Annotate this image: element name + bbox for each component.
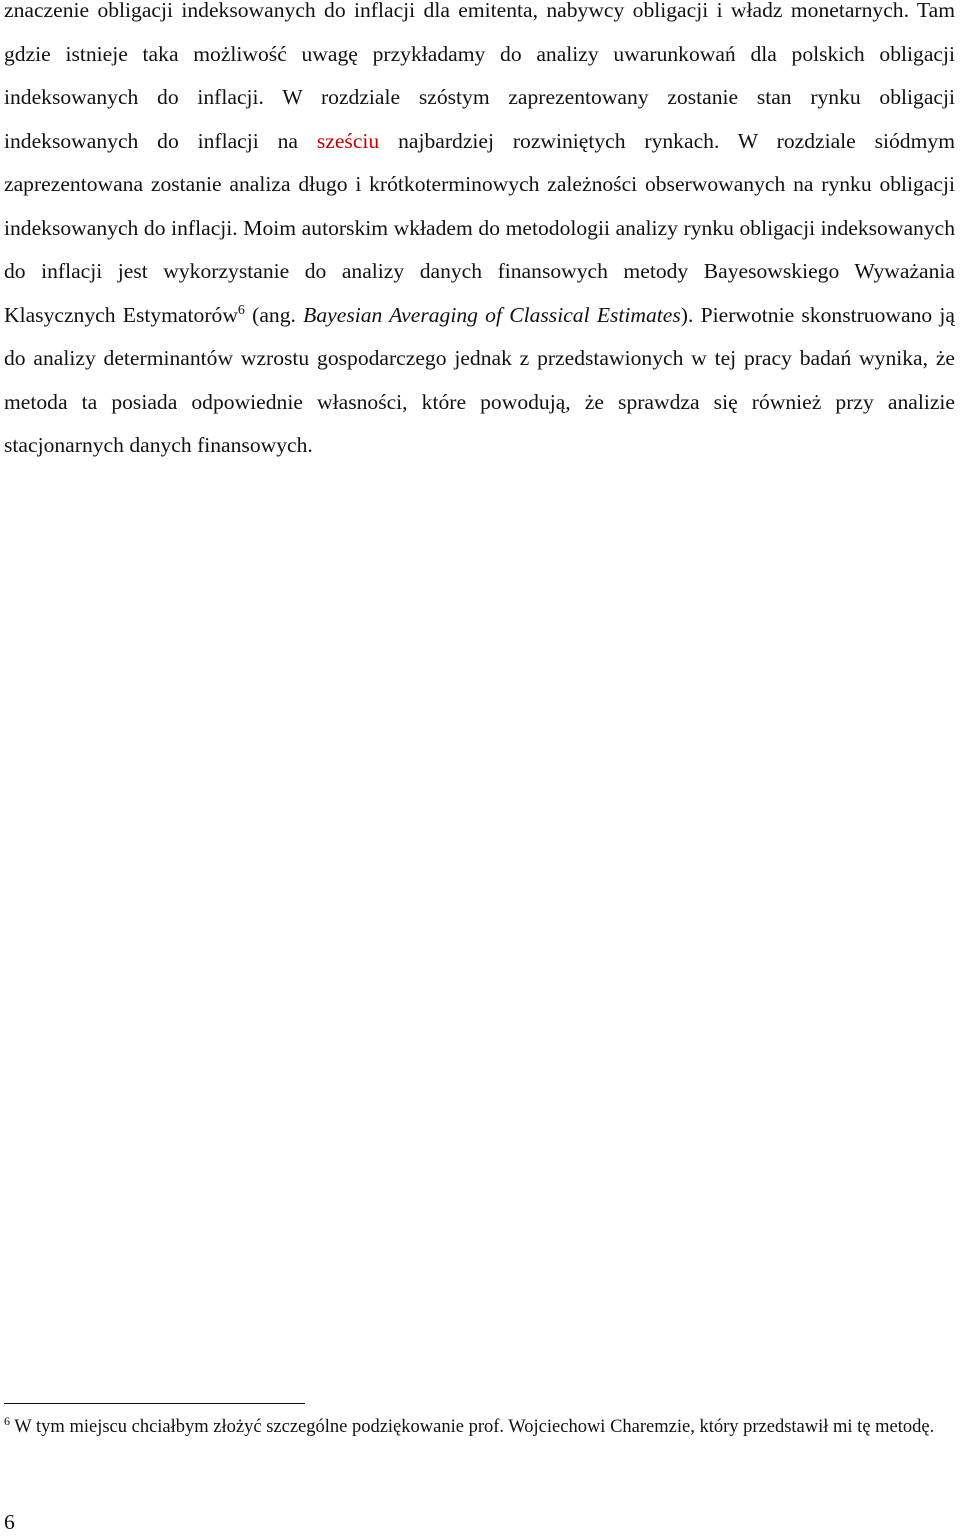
footnote	[4, 1414, 949, 1441]
body-text	[4, 0, 955, 468]
body-paragraph	[4, 0, 955, 468]
footnote-reference[interactable]: 6	[237, 302, 245, 318]
footnote-separator	[4, 1403, 305, 1404]
body-text-segment: ). Pierwotnie skonstruowano ją do analizy determinantów wzrostu gospodarczego jednak z przedstawionych w tej pracy badań wynika, że metoda ta posiada odpowiednie własności, które powodują, że sprawdza się również przy analizie stacjonarnych danych finansowych.	[4, 302, 955, 457]
body-text-segment: (ang.	[244, 302, 304, 327]
body-text-segment: znaczenie obligacji indeksowanych do inflacji dla emitenta, nabywcy obligacji i władz monetarnych. Tam gdzie istnieje taka możliwość uwagę przykładamy do analizy uwarunkowań dla polskich obligacji indeksowanych do inflacji. W rozdziale szóstym zaprezentowany zostanie stan rynku obligacji indeksowanych do inflacji na	[4, 0, 955, 153]
body-text-segment: najbardziej rozwiniętych rynkach. W rozdziale siódmym zaprezentowana zostanie analiza długo i krótkoterminowych zależności obserwowanych na rynku obligacji indeksowanych do inflacji. Moim autorskim wkładem do metodologii analizy rynku obligacji indeksowanych do inflacji jest wykorzystanie do analizy danych finansowych metody Bayesowskiego Wyważania Klasycznych Estymatorów	[4, 128, 955, 327]
footnote-paragraph	[4, 1414, 949, 1441]
italic-term: Bayesian Averaging of Classical Estimates	[303, 302, 681, 327]
footnote-text: W tym miejscu chciałbym złożyć szczególne podziękowanie prof. Wojciechowi Charemzie, który przedstawił mi tę metodę.	[10, 1417, 935, 1437]
highlighted-word: sześciu	[316, 128, 380, 153]
footnote-number: 6	[4, 1414, 10, 1428]
page-number: 6	[4, 1510, 15, 1534]
